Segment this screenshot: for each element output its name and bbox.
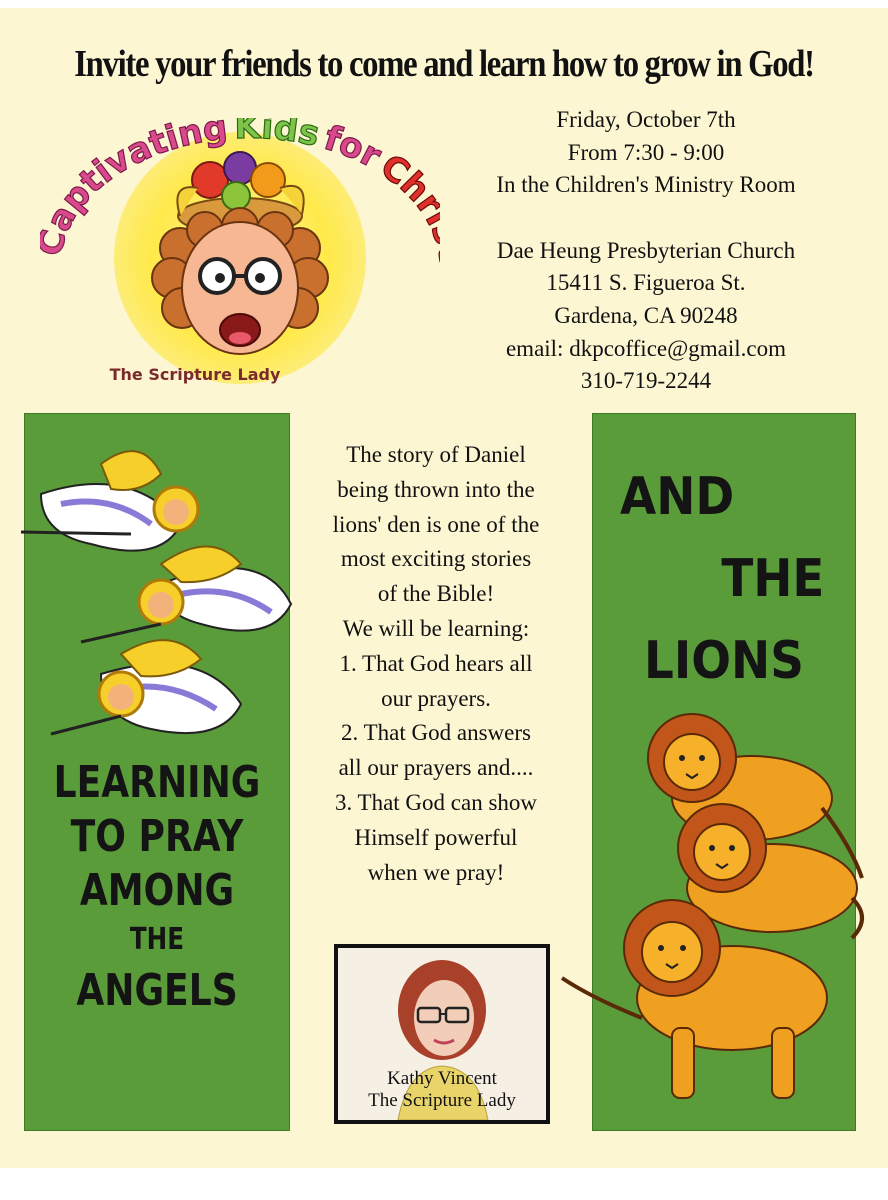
story-line: lions' den is one of the [332, 511, 540, 537]
logo-arc-text: aptivating KidsforCh [40, 118, 438, 238]
church-street: 15411 S. Figueroa St. [546, 270, 746, 296]
event-date: Friday, October 7th [556, 107, 736, 132]
lions-title-line: LIONS [644, 631, 804, 691]
speaker-name: Kathy Vincent [387, 1068, 497, 1089]
angels-title [25, 756, 289, 1020]
church-phone[interactable]: 310-719-2244 [580, 368, 712, 394]
story-line: being thrown into the [337, 476, 535, 502]
angels-panel [24, 413, 290, 1131]
angels-title-line: AMONG [79, 865, 235, 916]
story-line: all our prayers and.... [338, 755, 534, 781]
story-line: most exciting stories [340, 546, 532, 572]
story-line: our prayers. [381, 685, 491, 711]
story-line: 2. That God answers [341, 720, 531, 746]
angels-title-line: THE [129, 922, 185, 957]
angels-title-line: ANGELS [76, 965, 238, 1016]
event-time: From 7:30 - 9:00 [567, 139, 725, 165]
church-name: Dae Heung Presbyterian Church [496, 237, 796, 263]
story-line: 1. That God hears all [339, 650, 533, 676]
speaker-photo [338, 948, 546, 1120]
angel-icon [81, 547, 291, 643]
angels-title-line: TO PRAY [70, 811, 244, 862]
speaker-caption [338, 1068, 546, 1112]
angel-icon [51, 640, 241, 734]
event-info [444, 104, 848, 398]
speaker-role: The Scripture Lady [368, 1090, 516, 1111]
story-text [300, 438, 572, 890]
headline: Invite your friends to come and learn how to grow in God! [74, 43, 814, 85]
event-room: In the Children's Ministry Room [496, 172, 796, 198]
captivating-kids-logo [40, 118, 440, 398]
story-line: The story of Daniel [346, 442, 526, 467]
story-line: when we pray! [367, 859, 505, 885]
story-line: 3. That God can show [334, 789, 538, 815]
church-city: Gardena, CA 90248 [554, 302, 738, 328]
flyer-page [0, 8, 888, 1168]
story-line: Himself powerful [354, 824, 518, 850]
angels-title-line: LEARNING [53, 757, 261, 808]
lions-illustration [552, 698, 882, 1118]
lions-title-line: THE [721, 549, 825, 609]
angel-icon [21, 451, 198, 551]
logo-art [40, 118, 440, 398]
lions-title-line: AND [620, 467, 735, 527]
lions-title [593, 456, 855, 702]
church-email[interactable]: email: dkpcoffice@gmail.com [505, 335, 787, 361]
angels-illustration [11, 434, 301, 764]
speaker-photo-frame [334, 944, 550, 1124]
story-line: of the Bible! [377, 581, 495, 607]
logo-tagline: The Scripture Lady [109, 365, 281, 384]
story-line: We will be learning: [342, 615, 530, 641]
